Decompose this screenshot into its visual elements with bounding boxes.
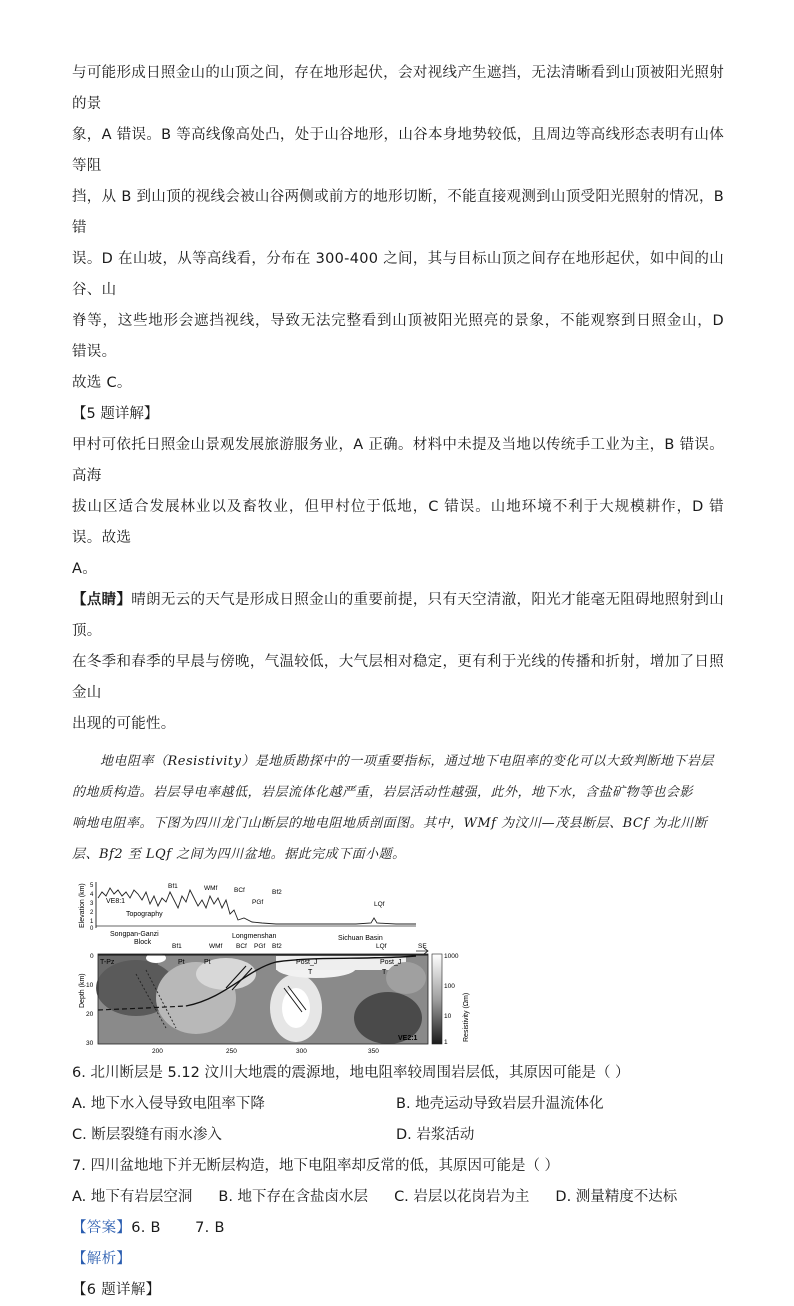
answer-line	[72, 1213, 724, 1244]
text-line: 象，A 错误。B 等高线像高处凸，处于山谷地形，山谷本身地势较低，且周边等高线形态表明有山体等阻	[72, 127, 724, 174]
unit-label: Post_J	[380, 959, 402, 966]
option-d: D. 测量精度不达标	[555, 1189, 678, 1205]
option-d: D. 岩浆活动	[396, 1127, 475, 1143]
colorbar-label: Resistivity (Ωm)	[463, 992, 470, 1042]
distance-tick: 250	[226, 1048, 237, 1055]
colorbar-tick: 10	[444, 1013, 452, 1020]
unit-label: Pt	[204, 959, 211, 966]
topo-tick: 1	[90, 919, 94, 925]
topo-label: Topography	[126, 911, 163, 918]
option-a: A. 地下水入侵导致电阻率下降	[72, 1096, 265, 1112]
text-line: 与可能形成日照金山的山顶之间，存在地形起伏，会对视线产生遮挡，无法清晰看到山顶被阳光照射的景	[72, 65, 724, 112]
unit-label: T	[382, 969, 387, 976]
region-label: Longmenshan	[232, 933, 277, 940]
region-label: Songpan-Ganzi	[110, 931, 159, 938]
unit-label: Post_J	[296, 959, 318, 966]
q5-header: 【5 题详解】	[72, 406, 159, 422]
material-line: 层、Bf2 至 LQf 之间为四川盆地。据此完成下面小题。	[72, 847, 406, 862]
distance-tick: 300	[296, 1048, 307, 1055]
option-b: B. 地壳运动导致岩层升温流体化	[396, 1096, 604, 1112]
material-line: 响地电阻率。下图为四川龙门山断层的地电阻地质剖面图。其中，WMf 为汶川—茂县断层、BCf 为北川断	[72, 816, 708, 831]
depth-tick: 10	[86, 982, 94, 989]
topo-fault-label: WMf	[204, 885, 218, 892]
topo-tick: 5	[90, 883, 94, 889]
question-6	[72, 1058, 724, 1151]
topo-tick: 4	[90, 892, 94, 898]
depth-tick: 30	[86, 1040, 94, 1047]
section-fault-label: LQf	[376, 943, 387, 950]
text-line: 出现的可能性。	[72, 716, 176, 732]
colorbar-tick: 1	[444, 1039, 448, 1046]
option-b: B. 地下存在含盐卤水层	[218, 1189, 369, 1205]
topo-tick: 2	[90, 910, 94, 916]
direction-label: SE	[418, 943, 427, 950]
section-header-labels	[110, 931, 428, 954]
section-fault-label: BCf	[236, 943, 247, 950]
depth-tick: 20	[86, 1011, 94, 1018]
colorbar	[432, 953, 470, 1046]
dianjing-label: 【点睛】	[72, 592, 132, 608]
topography-panel	[79, 882, 416, 932]
topo-ve: VE8:1	[106, 898, 126, 905]
question-stem: 7. 四川盆地地下并无断层构造，地下电阻率却反常的低，其原因可能是（ ）	[72, 1158, 560, 1174]
unit-label: T-Pz	[100, 959, 115, 966]
material-line: 地电阻率（Resistivity）是地质勘探中的一项重要指标，通过地下电阻率的变化可以大致判断地下岩层	[100, 754, 714, 769]
answer-value: 6. B 7. B	[131, 1220, 225, 1236]
q6-header: 【6 题详解】	[72, 1282, 161, 1298]
colorbar-tick: 100	[444, 983, 455, 990]
q5-explanation	[72, 430, 724, 585]
topo-fault-label: LQf	[374, 901, 385, 908]
prev-explanation	[72, 58, 724, 399]
dianjing-block	[72, 585, 724, 740]
depth-tick: 0	[90, 953, 94, 960]
topo-ylabel: Elevation (km)	[79, 883, 86, 928]
options-row	[72, 1089, 724, 1120]
section-ve: VE2:1	[398, 1035, 418, 1042]
unit-label: T	[308, 969, 313, 976]
option-c: C. 断层裂缝有雨水渗入	[72, 1127, 222, 1143]
colorbar-tick: 1000	[444, 953, 459, 960]
section-fault-label: PGf	[254, 943, 266, 950]
resistivity-section	[96, 953, 428, 1044]
text-line: 在冬季和春季的早晨与傍晚，气温较低，大气层相对稳定，更有利于光线的传播和折射，增加了日照金山	[72, 654, 724, 701]
region-label: Sichuan Basin	[338, 935, 383, 942]
question-stem: 6. 北川断层是 5.12 汶川大地震的震源地，地电阻率较周围岩层低，其原因可能是（ ）	[72, 1065, 630, 1081]
section-ylabel: Depth (km)	[79, 973, 86, 1008]
topo-fault-label: PGf	[252, 899, 264, 906]
text-line: 脊等，这些地形会遮挡视线，导致无法完整看到山顶被阳光照亮的景象，不能观察到日照金山，D 错误。	[72, 313, 724, 360]
text-line: 误。D 在山坡，从等高线看，分布在 300-400 之间，其与目标山顶之间存在地形起伏，如中间的山谷、山	[72, 251, 724, 298]
text-line: A。	[72, 561, 98, 577]
text-line: 晴朗无云的天气是形成日照金山的重要前提，只有天空清澈，阳光才能毫无阻碍地照射到山顶。	[72, 592, 724, 639]
topo-fault-label: BCf	[234, 887, 245, 894]
document-page	[72, 58, 724, 1306]
question-7	[72, 1151, 724, 1213]
section-fault-label: Bf2	[272, 943, 282, 950]
material-block	[72, 746, 724, 870]
topo-tick: 0	[90, 926, 94, 932]
section-fault-label: Bf1	[172, 943, 182, 950]
analysis-label: 【解析】	[72, 1251, 132, 1267]
options-row	[72, 1182, 724, 1213]
topo-fault-label: Bf2	[272, 889, 282, 896]
distance-tick: 200	[152, 1048, 163, 1055]
options-row	[72, 1120, 724, 1151]
material-line: 的地质构造。岩层导电率越低，岩层流体化越严重，岩层活动性越强，此外，地下水，含盐矿物等也会影	[72, 785, 694, 800]
text-line: 挡，从 B 到山顶的视线会被山谷两侧或前方的地形切断，不能直接观测到山顶受阳光照射的情况，B 错	[72, 189, 724, 236]
topo-tick: 3	[90, 901, 94, 907]
answer-label: 【答案】	[72, 1220, 132, 1236]
unit-label: Pt	[178, 959, 185, 966]
text-line: 甲村可依托日照金山景观发展旅游服务业，A 正确。材料中未提及当地以传统手工业为主，B 错误。高海	[72, 437, 724, 484]
option-a: A. 地下有岩层空洞	[72, 1189, 193, 1205]
region-label: Block	[134, 939, 152, 946]
resistivity-figure	[76, 878, 476, 1056]
topo-fault-label: Bf1	[168, 883, 178, 890]
text-line: 故选 C。	[72, 375, 132, 391]
option-c: C. 岩层以花岗岩为主	[394, 1189, 530, 1205]
resistivity-section-svg	[76, 878, 476, 1056]
text-line: 拔山区适合发展林业以及畜牧业，但甲村位于低地，C 错误。山地环境不利于大规模耕作，D 错误。故选	[72, 499, 724, 546]
section-fault-label: WMf	[209, 943, 223, 950]
distance-tick: 350	[368, 1048, 379, 1055]
